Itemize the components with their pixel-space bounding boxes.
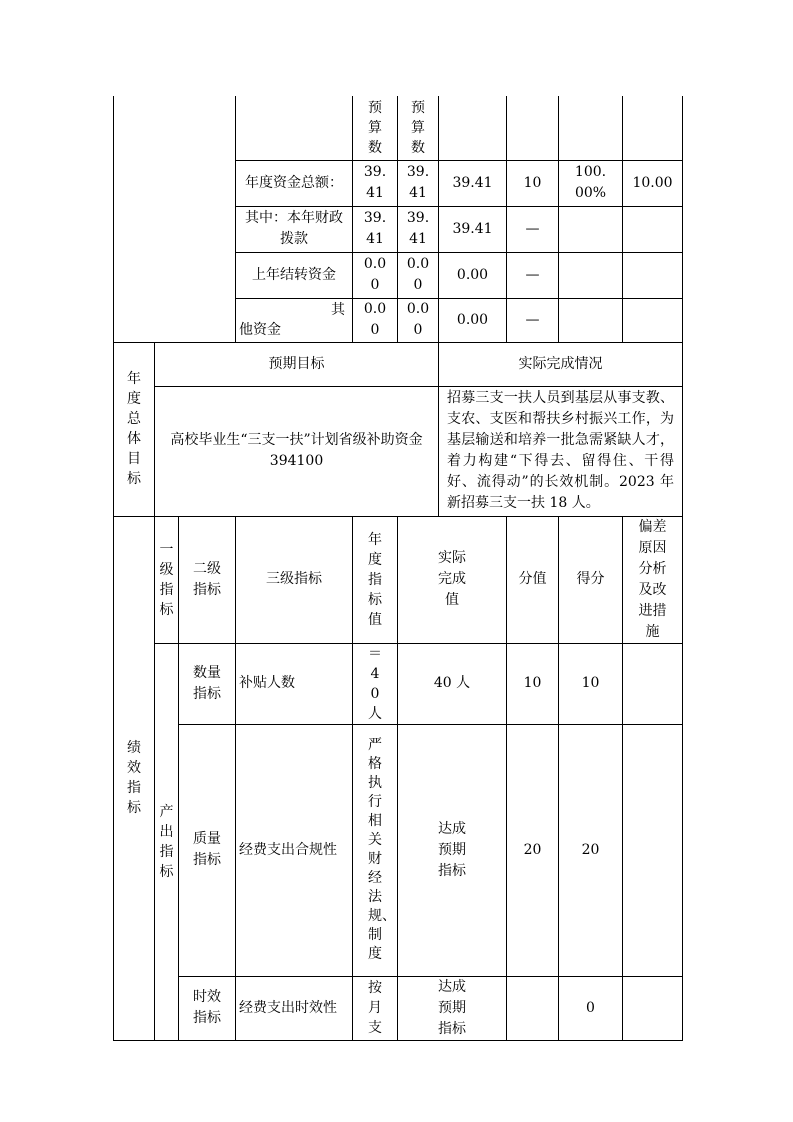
actual-header: 实际完成值 [398, 516, 507, 643]
score-value: 0 [559, 976, 623, 1040]
level3-label: 经费支出合规性 [236, 724, 353, 976]
execution-rate [559, 206, 623, 252]
budget-value: 0.00 [406, 256, 430, 293]
level3-label: 补贴人数 [236, 643, 353, 724]
level2-label: 时效指标 [193, 989, 221, 1026]
level2-header: 二级指标 [179, 516, 236, 643]
execution-rate: 100.00% [574, 164, 607, 201]
indicator-row-quality [114, 724, 683, 976]
target-value: ＝40人 [368, 645, 383, 722]
execution-rate [559, 298, 623, 342]
score-value [623, 252, 683, 298]
weight-value: — [507, 298, 559, 342]
budget-header-row [114, 96, 683, 160]
indicator-row-timeliness [114, 976, 683, 1040]
deviation-header: 偏差原因分析及改进措施 [623, 516, 683, 643]
actual-value: 0.00 [439, 298, 507, 342]
score-value: 10.00 [623, 160, 683, 206]
score-value: 10 [559, 643, 623, 724]
actual-completion-text: 招募三支一扶人员到基层从事支教、支农、支医和帮扶乡村振兴工作，为基层输送和培养一批急需紧缺人才，着力构建“下得去、留得住、干得好、流得动”的长效机制。2023 年新招募三支一扶 18 人。 [439, 386, 683, 516]
budget-value: 0.00 [406, 301, 430, 338]
budget-value: 0.00 [363, 301, 387, 338]
level2-label: 数量指标 [193, 664, 221, 702]
actual-value: 达成预期指标 [438, 820, 466, 879]
target-header: 年度指标值 [353, 516, 398, 643]
actual-value: 39.41 [439, 206, 507, 252]
budget-value: 39.41 [406, 210, 430, 247]
weight-value: 10 [507, 160, 559, 206]
deviation-value [623, 976, 683, 1040]
target-value: 按月支 [368, 980, 383, 1036]
weight-value: — [507, 252, 559, 298]
budget-header-2: 预算数 [398, 96, 439, 160]
weight-value: 20 [507, 724, 559, 976]
deviation-value [623, 724, 683, 976]
execution-rate [559, 252, 623, 298]
performance-self-evaluation-table [113, 96, 683, 1041]
budget-row-label: 上年结转资金 [236, 252, 353, 298]
weight-header: 分值 [507, 516, 559, 643]
annual-goal-side-label: 年度总体目标 [114, 342, 155, 516]
weight-value [507, 976, 559, 1040]
budget-row-label: 其中：本年财政拨款 [236, 206, 353, 252]
budget-value: 39.41 [406, 164, 430, 201]
actual-value: 39.41 [439, 160, 507, 206]
weight-value: 10 [507, 643, 559, 724]
indicator-header-row [114, 516, 683, 643]
budget-value: 39.41 [363, 164, 387, 201]
score-value [623, 206, 683, 252]
expected-goal-header: 预期目标 [155, 342, 439, 386]
level1-header: 一级指标 [155, 516, 179, 643]
budget-header-1: 预算数 [353, 96, 398, 160]
score-header: 得分 [559, 516, 623, 643]
indicator-row-quantity [114, 643, 683, 724]
actual-value: 40 人 [398, 643, 507, 724]
level3-header: 三级指标 [236, 516, 353, 643]
target-value: 严格执行相关财经法规、制度 [368, 737, 397, 962]
score-value: 20 [559, 724, 623, 976]
level3-label: 经费支出时效性 [236, 976, 353, 1040]
actual-completion-header: 实际完成情况 [439, 342, 683, 386]
budget-label-header [236, 96, 353, 160]
annual-goal-content-row [114, 386, 683, 516]
actual-value: 达成预期指标 [438, 978, 466, 1037]
weight-value: — [507, 206, 559, 252]
performance-side-label: 绩效指标 [114, 516, 155, 1040]
level2-label: 质量指标 [193, 831, 221, 868]
budget-row-label: 年度资金总额： [236, 160, 353, 206]
expected-goal-text: 高校毕业生“三支一扶”计划省级补助资金 394100 [155, 386, 439, 516]
deviation-value [623, 643, 683, 724]
score-value [623, 298, 683, 342]
actual-value: 0.00 [439, 252, 507, 298]
output-indicator-label: 产出指标 [155, 643, 179, 1040]
budget-value: 0.00 [363, 256, 387, 293]
budget-row-label: 其 他资金 [236, 298, 353, 342]
budget-value: 39.41 [363, 210, 387, 247]
annual-goal-header-row [114, 342, 683, 386]
budget-side-cell [114, 96, 236, 342]
